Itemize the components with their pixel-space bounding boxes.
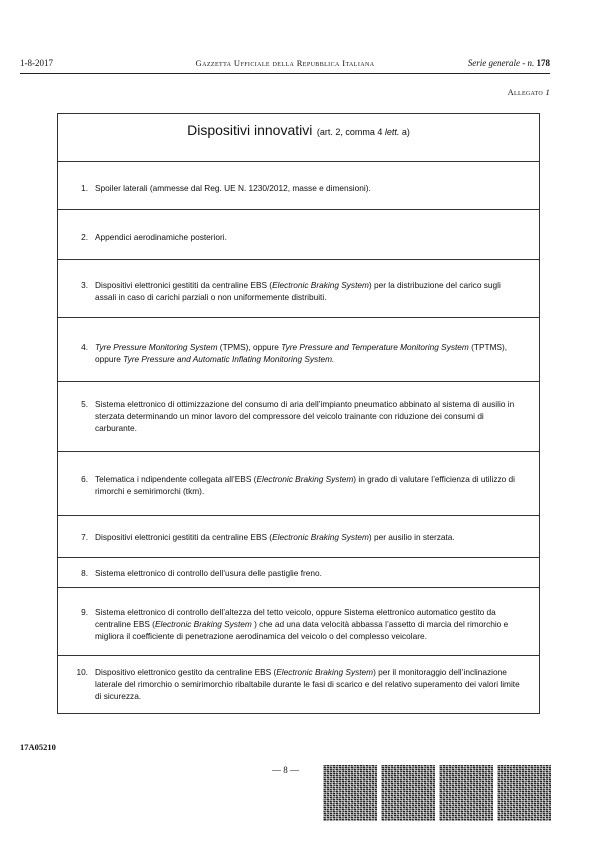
table-row — [58, 260, 539, 318]
datamatrix-code-icon — [439, 765, 493, 821]
item-text: Sistema elettronico di ottimizzazione del consumo di aria dell’impianto pneumatico abbinato al sistema di ausilio in sterzata determinando un minor lavoro del compressore del veicolo trainante con riduzione dei consumi di carburante. — [95, 399, 515, 433]
table-row — [58, 656, 539, 715]
table-row — [58, 210, 539, 260]
header-rule — [20, 73, 550, 74]
item-number: 8. — [81, 568, 88, 578]
datamatrix-code-icon — [381, 765, 435, 821]
table-title: Dispositivi innovativi — [187, 122, 313, 138]
item-number: 4. — [81, 342, 88, 352]
item-text: Telematica i ndipendente collegata all’EBS (Electronic Braking System) in grado di valutare l’efficienza di utilizzo di rimorchi e semirimorchi (tkm). — [95, 474, 516, 496]
item-text: Spoiler laterali (ammesse dal Reg. UE N. 1230/2012, masse e dimensioni). — [95, 183, 371, 193]
item-text: Appendici aerodinamiche posteriori. — [95, 232, 227, 242]
table-row — [58, 318, 539, 382]
issue-date: 1-8-2017 — [20, 58, 53, 68]
item-text: Sistema elettronico di controllo dell’altezza del tetto veicolo, oppure Sistema elettronico automatico gestito da centraline EBS (Electronic Braking System ) che ad una data velocità abbassa l’assetto di marcia del rimorchio e migliora il coefficiente di penetrazione aerodinamica del veicolo o del complesso veicolare. — [95, 607, 509, 641]
serie-number: 178 — [536, 58, 550, 68]
item-number: 3. — [81, 280, 88, 290]
document-code: 17A05210 — [20, 742, 56, 752]
ref-italic: lett. — [384, 127, 400, 137]
devices-table — [57, 113, 540, 714]
ref-suffix: a) — [399, 127, 410, 137]
table-row — [58, 162, 539, 210]
allegato-number: 1 — [545, 87, 550, 97]
gazette-title: Gazzetta Ufficiale della Repubblica Italiana — [195, 58, 375, 68]
page-header — [20, 58, 550, 70]
allegato-text: Allegato — [507, 87, 546, 97]
item-text: Dispositivi elettronici gestititi da centraline EBS (Electronic Braking System) per ausilio in sterzata. — [95, 532, 455, 542]
item-number: 6. — [81, 474, 88, 484]
table-row — [58, 588, 539, 656]
item-number: 10. — [76, 667, 88, 677]
serie-label — [468, 58, 550, 68]
item-number: 7. — [81, 532, 88, 542]
item-text: Dispositivo elettronico gestito da centraline EBS (Electronic Braking System) per il monitoraggio dell’inclinazione laterale del rimorchio o semirimorchio ribaltabile durante le fasi di scarico e del relativo superamento dei valori limite di sicurezza. — [95, 667, 520, 701]
item-number: 2. — [81, 232, 88, 242]
table-row — [58, 452, 539, 516]
table-row — [58, 558, 539, 588]
datamatrix-code-icon — [497, 765, 551, 821]
ref-prefix: (art. 2, comma 4 — [316, 127, 385, 137]
table-title-ref — [317, 127, 410, 137]
item-text: Tyre Pressure Monitoring System (TPMS), oppure Tyre Pressure and Temperature Monitoring System (TPTMS), oppure Tyre Pressure and Automatic Inflating Monitoring System. — [95, 342, 508, 364]
page-number: — 8 — — [272, 765, 299, 775]
item-text: Dispositivi elettronici gestititi da centraline EBS (Electronic Braking System) per la distribuzione del carico sugli assali in caso di carichi parziali o non uniformemente distribuiti. — [95, 280, 501, 302]
table-title-cell — [58, 114, 539, 162]
table-row — [58, 382, 539, 452]
datamatrix-code-icon — [323, 765, 377, 821]
item-number: 5. — [81, 399, 88, 409]
serie-prefix: Serie generale - n. — [467, 58, 537, 68]
item-number: 9. — [81, 607, 88, 617]
allegato-label — [508, 87, 550, 97]
barcode-strip — [323, 765, 553, 821]
table-row — [58, 516, 539, 558]
item-number: 1. — [81, 183, 88, 193]
item-text: Sistema elettronico di controllo dell’usura delle pastiglie freno. — [95, 568, 322, 578]
